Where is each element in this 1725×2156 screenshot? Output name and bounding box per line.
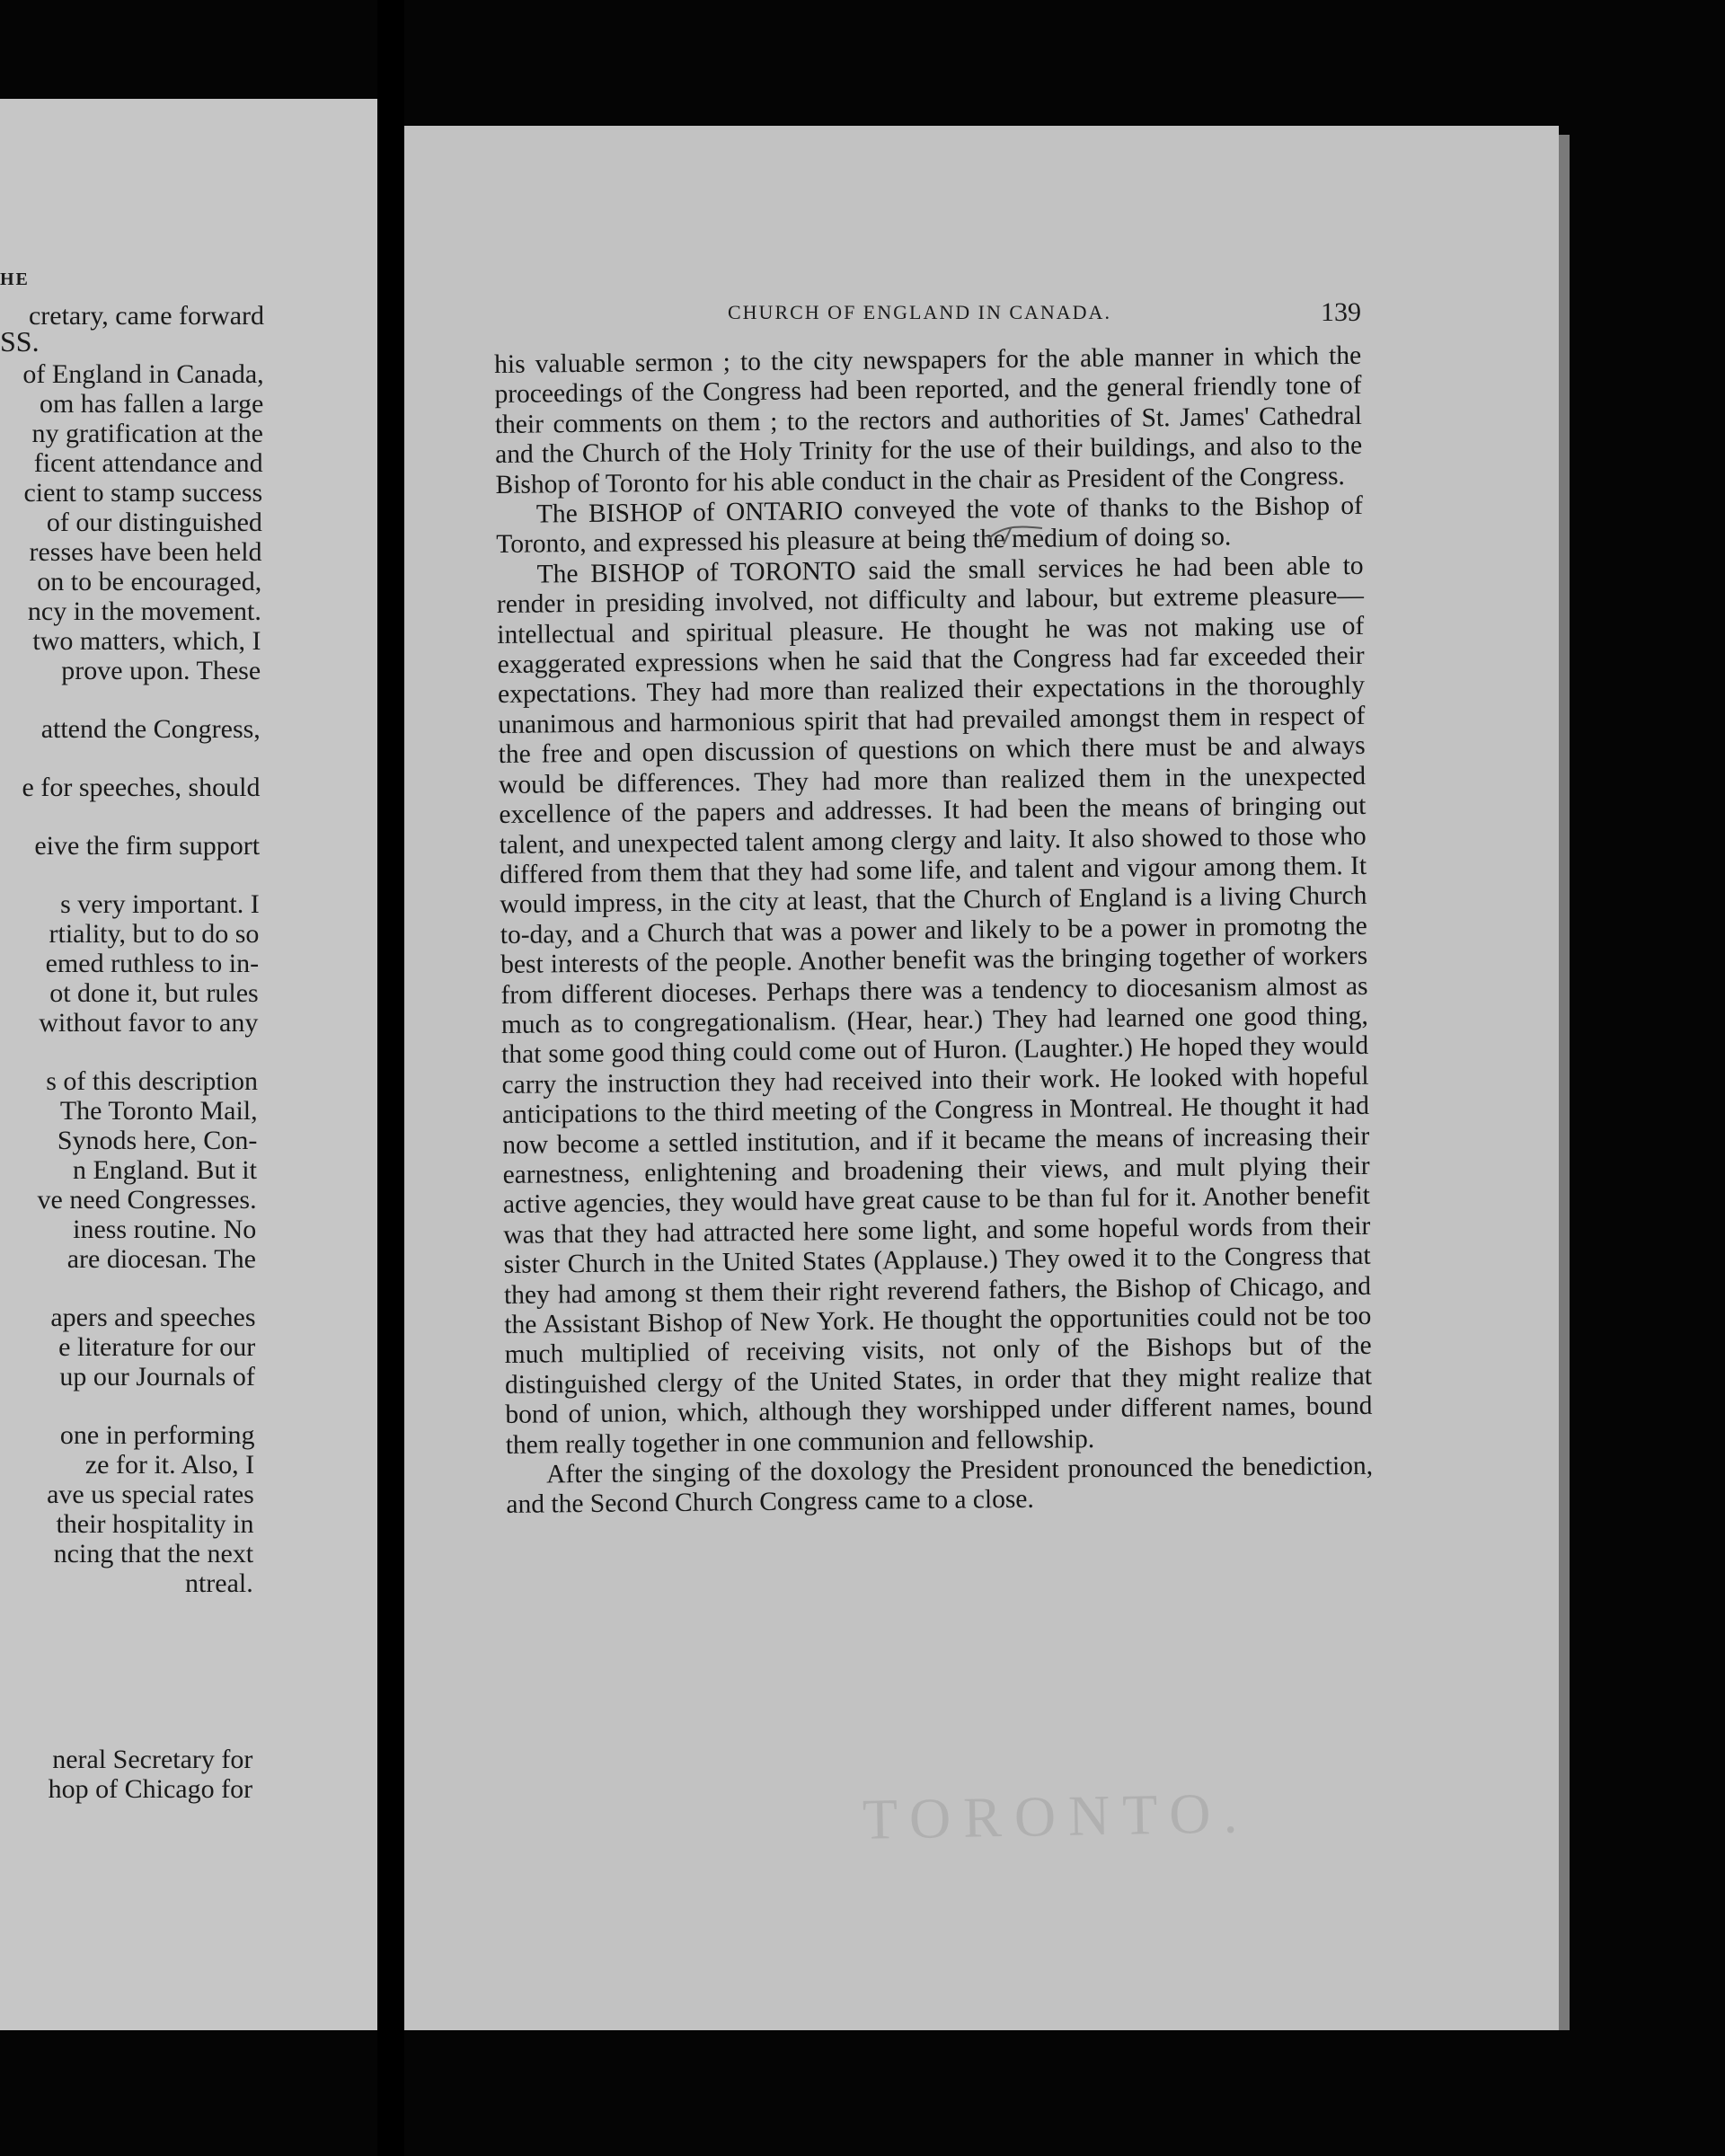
left-page-line: s very important. I [60,889,260,919]
left-page-title: SS. [0,325,40,358]
left-page-line: e literature for our [58,1332,256,1362]
page-header [728,297,1361,337]
running-head: CHURCH OF ENGLAND IN CANADA. [728,301,1111,323]
page-number: 139 [1321,297,1361,327]
left-page-line: ntreal. [184,1568,253,1598]
left-page-line: are diocesan. The [66,1244,256,1274]
left-page-line: rtiality, but to do so [49,919,260,949]
left-page-line: cient to stamp success [23,478,263,508]
left-page-line: their hospitality in [56,1509,254,1539]
right-page [404,126,1559,2030]
left-page-line: ny gratification at the [31,419,263,448]
left-page-heading: HE [0,270,30,289]
show-through-text: TORONTO. [862,1780,1252,1851]
body-text [494,341,1374,1521]
left-page-line: one in performing [59,1420,255,1450]
left-page-line: on to be encouraged, [37,567,262,596]
left-page-line: up our Journals of [59,1362,255,1392]
left-page-line: ve need Congresses. [37,1185,257,1215]
left-page-line: iness routine. No [73,1215,257,1244]
paragraph-bishop-ontario: The BISHOP of ONTARIO conveyed the vote of thanks to the Bishop of Toronto, and expressed his pleasure at being the medium of doing so. [496,490,1364,560]
left-page-line: Synods here, Con- [57,1126,258,1155]
left-page-line: ze for it. Also, I [84,1450,255,1480]
left-page-line: eive the firm support [34,831,261,861]
pen-mark-icon [984,521,1047,548]
left-page-line: without favor to any [39,1008,259,1038]
left-page-line: resses have been held [29,537,262,567]
left-page-line: cretary, came forward [28,301,264,331]
left-page-line: e for speeches, should [22,773,261,802]
left-page-line: ncy in the movement. [27,596,261,626]
left-page-line: ave us special rates [47,1480,254,1509]
left-page-line: The Toronto Mail, [59,1096,258,1126]
left-page-line: n England. But it [72,1155,257,1185]
left-page-line: prove upon. These [61,656,261,685]
left-page-line: two matters, which, I [32,626,261,656]
paragraph-closing: After the singing of the doxology the President pronounced the benediction, and the Second Church Congress came to a close. [506,1451,1374,1520]
left-page-line: of England in Canada, [22,359,264,389]
left-page-line: hop of Chicago for [48,1774,253,1804]
book-gutter [377,0,404,2156]
paragraph-bishop-toronto: The BISHOP of TORONTO said the small services he had been able to render in presiding involved, not difficulty and labour, but extreme pleasure—intellectual and spiritual pleasure. He thought he was not making use of exaggerated expressions when he said that the Congress had far exceeded their expectations. They had more than realized their expectations in the thoroughly unanimous and harmonious spirit that had prevailed amongst them in respect of the free and open discussion of questions on which there must be and always would be differences. They had more than realized them in the unexpected excellence of the papers and addresses. It had been the means of bringing out talent, and unexpected talent among clergy and laity. It also showed to those who differed from them that they had some life, and talent and vigour among them. It would impress, in the city at least, that the Church of England is a living Church to-day, and a Church that was a power and likely to be a power in promotng the best interests of the people. Another benefit was the bringing together of workers from different dioceses. Perhaps there was a tendency to diocesanism almost as much as to congregationalism. (Hear, hear.) They had learned one good thing, that some good thing could come out of Huron. (Laughter.) He hoped they would carry the instruction they had received into their work. He looked with hopeful anticipations to the third meeting of the Congress in Montreal. He thought it had now become a settled institution, and if it became the means of increasing their earnestness, enlightening and broadening their views, and mult plying their active agencies, they would have great cause to be than ful for it. Another benefit was that they had attracted here some light, and some hopeful words from their sister Church in the United States (Applause.) They owed it to the Congress that they had among st them their right reverend fathers, the Bishop of Chicago, and the Assistant Bishop of New York. He thought the opportunities could not be too much multiplied of receiving visits, not only of the Bishops but of the distinguished clergy of the United States, in order that they might realize that bond of union, which, although they worshipped under different names, bound them really together in one communion and fellowship. [496,551,1373,1460]
left-page-line: apers and speeches [50,1303,256,1332]
left-page-fragment [0,99,377,2030]
left-page-line: neral Secretary for [52,1745,253,1774]
left-page-line: of our distinguished [46,508,262,537]
left-page-line: emed ruthless to in- [45,949,260,978]
page-edge [1559,135,1570,2030]
left-page-line: ot done it, but rules [49,978,259,1008]
left-page-line: attend the Congress, [40,714,261,744]
paragraph-thanks: his valuable sermon ; to the city newspapers for the able manner in which the proceedings of the Congress had been reported, and the general friendly tone of their comments on them ; to the rectors and authorities of St. James' Cathedral and the Church of the Holy Trinity for the use of their buildings, and also to the Bishop of Toronto for his able conduct in the chair as President of the Congress. [494,340,1363,499]
left-page-line: ficent attendance and [33,448,263,478]
left-page-line: s of this description [46,1066,258,1096]
left-page-line: ncing that the next [53,1539,254,1568]
left-page-line: om has fallen a large [39,389,264,419]
